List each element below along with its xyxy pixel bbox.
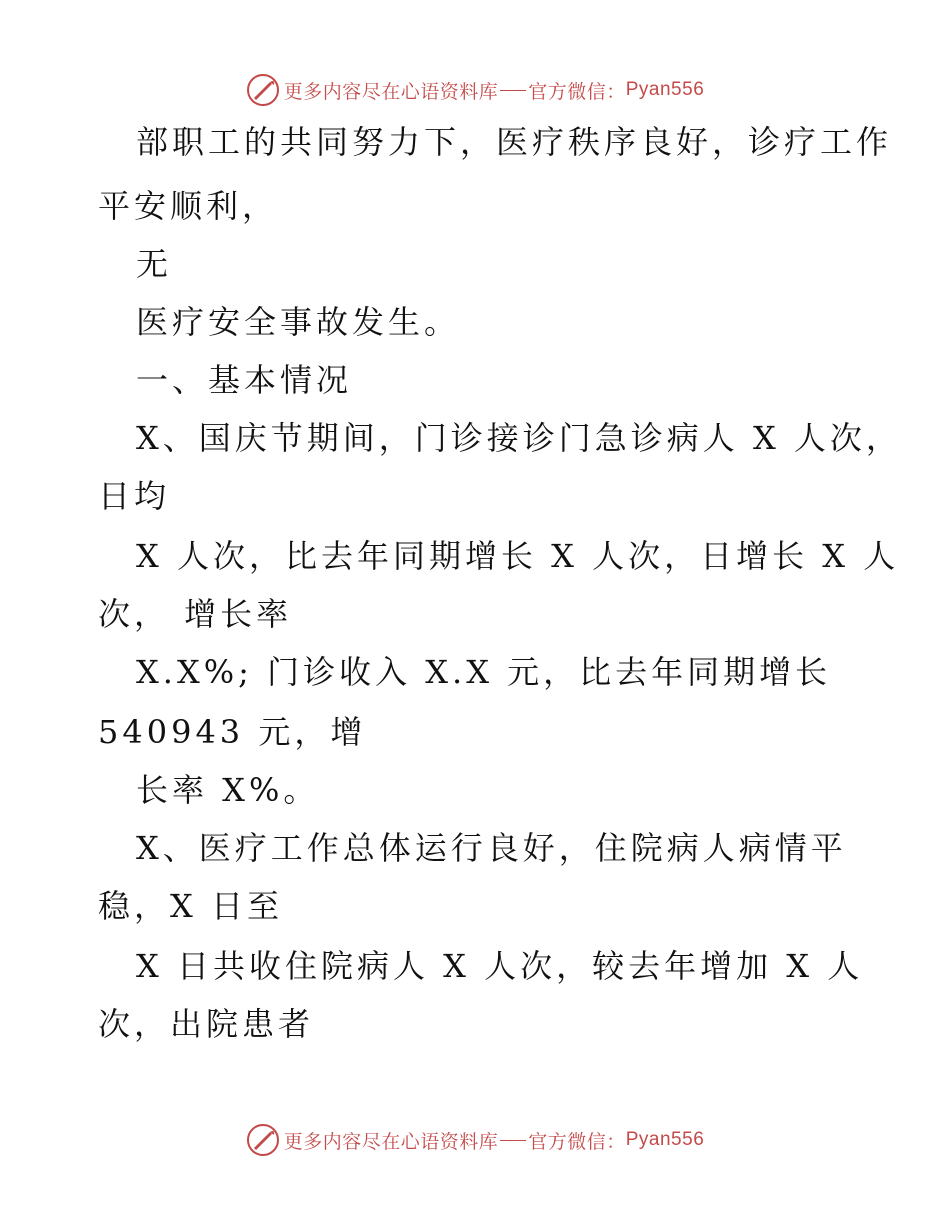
body-line: 540943 元，增 — [98, 713, 367, 751]
watermark-site-text: 更多内容尽在心语资料库 — [283, 1130, 499, 1153]
body-line: 无 — [136, 245, 173, 283]
body-line: 部职工的共同努力下，医疗秩序良好，诊疗工作 — [136, 123, 893, 161]
footer-watermark — [0, 1120, 950, 1160]
watermark-dash — [500, 1140, 526, 1141]
body-line: X 日共收住院病人 X 人次，较去年增加 X 人 — [136, 947, 864, 985]
body-line: 平安顺利， — [98, 187, 279, 225]
watermark-site-text: 更多内容尽在心语资料库 — [283, 80, 499, 103]
watermark-dash — [500, 90, 526, 91]
body-line: 稳，X 日至 — [98, 887, 283, 925]
body-line: 长率 X%。 — [136, 771, 320, 809]
body-line: X、国庆节期间，门诊接诊门急诊病人 X 人次， — [136, 419, 902, 457]
body-line: 次，出院患者 — [98, 1005, 315, 1043]
body-line: 日均 — [98, 477, 171, 515]
body-line: 医疗安全事故发生。 — [136, 303, 461, 341]
section-heading: 一、基本情况 — [136, 361, 353, 399]
quill-logo-icon — [246, 1123, 280, 1157]
header-watermark — [0, 70, 950, 110]
watermark-wechat-label: 官方微信： — [528, 80, 626, 103]
watermark-wechat-label: 官方微信： — [528, 1130, 626, 1153]
watermark-wechat-id: Pyan556 — [625, 79, 705, 100]
quill-logo-icon — [246, 73, 280, 107]
body-line: X 人次，比去年同期增长 X 人次，日增长 X 人 — [136, 537, 900, 575]
body-line: X.X%; 门诊收入 X.X 元，比去年同期增长 — [136, 653, 832, 691]
watermark-wechat-id: Pyan556 — [625, 1129, 705, 1150]
body-line: 次， 增长率 — [98, 595, 293, 633]
body-line: X、医疗工作总体运行良好，住院病人病情平 — [136, 829, 847, 867]
